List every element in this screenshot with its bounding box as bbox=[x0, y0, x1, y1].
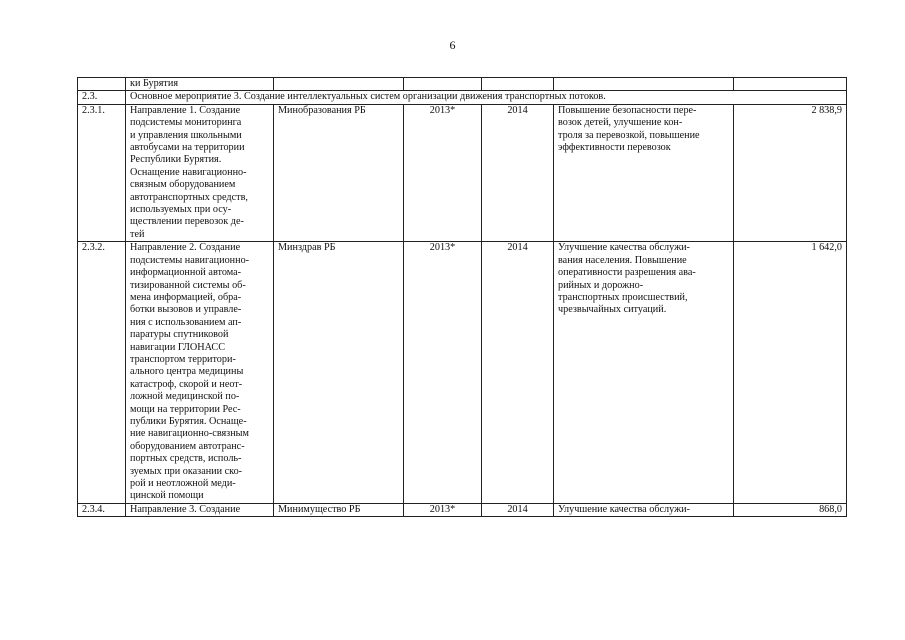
cell-text-line: тей bbox=[130, 228, 145, 240]
cell-text-line: чрезвычайных ситуаций. bbox=[558, 304, 667, 316]
cell-executor: Минобразования РБ bbox=[274, 104, 404, 241]
cell-text-line: подсистемы навигационно- bbox=[130, 254, 250, 266]
cell-text-line: ботки вызовов и управле- bbox=[130, 304, 242, 316]
cell-code bbox=[78, 78, 126, 91]
section-code: 2.3. bbox=[78, 91, 126, 104]
cell-text-line: автотранспортных средств, bbox=[130, 191, 248, 203]
cell-text-line: Повышение безопасности пере- bbox=[558, 104, 697, 116]
program-table bbox=[77, 77, 847, 517]
cell-end: 2014 bbox=[482, 242, 554, 504]
cell-text-line: транспортных происшествий, bbox=[558, 291, 688, 303]
cell-text-line: и управления школьными bbox=[130, 129, 242, 141]
cell-text-line: паратуры спутниковой bbox=[130, 329, 229, 341]
cell-text-line: троля за перевозкой, повышение bbox=[558, 129, 700, 141]
cell-text-line: рийных и дорожно- bbox=[558, 279, 644, 291]
cell-result bbox=[554, 78, 734, 91]
cell-start: 2013* bbox=[404, 104, 482, 241]
cell-text-line: Улучшение качества обслужи- bbox=[558, 242, 690, 254]
cell-text-line: информационной автома- bbox=[130, 267, 242, 279]
cell-code: 2.3.4. bbox=[78, 503, 126, 516]
cell-text-line: Улучшение качества обслужи- bbox=[558, 503, 690, 515]
page-number: 6 bbox=[449, 38, 456, 52]
cell-start: 2013* bbox=[404, 242, 482, 504]
cell-text-line: вания населения. Повышение bbox=[558, 254, 687, 266]
cell-code: 2.3.2. bbox=[78, 242, 126, 504]
cell-text-line: связным оборудованием bbox=[130, 179, 236, 191]
cell-text-line: ния с использованием ап- bbox=[130, 316, 242, 328]
cell-text-line: ального центра медицины bbox=[130, 366, 244, 378]
section-title: Основное мероприятие 3. Создание интеллектуальных систем организации движения транспортных потоков. bbox=[126, 91, 847, 104]
cell-result bbox=[554, 503, 734, 516]
cell-text-line: автобусами на территории bbox=[130, 142, 245, 154]
cell-direction bbox=[126, 104, 274, 241]
cell-text-line: Направление 1. Создание bbox=[130, 104, 241, 116]
cell-text-line: возок детей, улучшение кон- bbox=[558, 117, 683, 129]
cell-end: 2014 bbox=[482, 104, 554, 241]
cell-text-line: ние навигационно-связным bbox=[130, 428, 249, 440]
cell-text-line: ложной медицинской по- bbox=[130, 391, 240, 403]
section-row bbox=[78, 91, 847, 104]
cell-text-line: тизированной системы об- bbox=[130, 279, 246, 291]
table-row bbox=[78, 242, 847, 504]
cell-amount: 1 642,0 bbox=[734, 242, 847, 504]
cell-text-line: зуемых при оказании ско- bbox=[130, 465, 243, 477]
cell-text-line: мена информацией, обра- bbox=[130, 291, 242, 303]
cell-start bbox=[404, 78, 482, 91]
cell-start: 2013* bbox=[404, 503, 482, 516]
cell-executor: Минимущество РБ bbox=[274, 503, 404, 516]
cell-amount: 2 838,9 bbox=[734, 104, 847, 241]
table-row bbox=[78, 104, 847, 241]
cell-end: 2014 bbox=[482, 503, 554, 516]
cell-amount: 868,0 bbox=[734, 503, 847, 516]
cell-executor bbox=[274, 78, 404, 91]
cell-result bbox=[554, 242, 734, 504]
cell-text-line: подсистемы мониторинга bbox=[130, 117, 242, 129]
cell-text-line: рой и неотложной меди- bbox=[130, 478, 236, 489]
table-row bbox=[78, 503, 847, 516]
cell-text-line: оперативности разрешения ава- bbox=[558, 267, 696, 279]
cell-amount bbox=[734, 78, 847, 91]
cell-text-line: ществлении перевозок де- bbox=[130, 216, 244, 228]
cell-text-line: транспортом территори- bbox=[130, 353, 236, 365]
cell-text-line: Направление 2. Создание bbox=[130, 242, 241, 254]
cell-text-line: мощи на территории Рес- bbox=[130, 403, 241, 415]
cell-direction: ки Бурятия bbox=[126, 78, 274, 91]
cell-text-line: Республики Бурятия. bbox=[130, 154, 222, 166]
cell-executor: Минздрав РБ bbox=[274, 242, 404, 504]
cell-text-line: портных средств, исполь- bbox=[130, 453, 242, 465]
cell-text-line: катастроф, скорой и неот- bbox=[130, 378, 243, 390]
cell-text-line: Направление 3. Создание bbox=[130, 503, 241, 515]
cell-code: 2.3.1. bbox=[78, 104, 126, 241]
cell-result bbox=[554, 104, 734, 241]
continuation-row bbox=[78, 78, 847, 91]
cell-text-line: цинской помощи bbox=[130, 490, 204, 502]
cell-text-line: публики Бурятия. Оснаще- bbox=[130, 415, 247, 427]
cell-direction bbox=[126, 242, 274, 504]
cell-text-line: оборудованием автотранс- bbox=[130, 440, 245, 452]
cell-end bbox=[482, 78, 554, 91]
cell-text-line: Оснащение навигационно- bbox=[130, 166, 247, 178]
cell-text-line: навигации ГЛОНАСС bbox=[130, 341, 226, 353]
cell-direction bbox=[126, 503, 274, 516]
cell-text-line: используемых при осу- bbox=[130, 204, 232, 216]
cell-text-line: эффективности перевозок bbox=[558, 142, 671, 154]
